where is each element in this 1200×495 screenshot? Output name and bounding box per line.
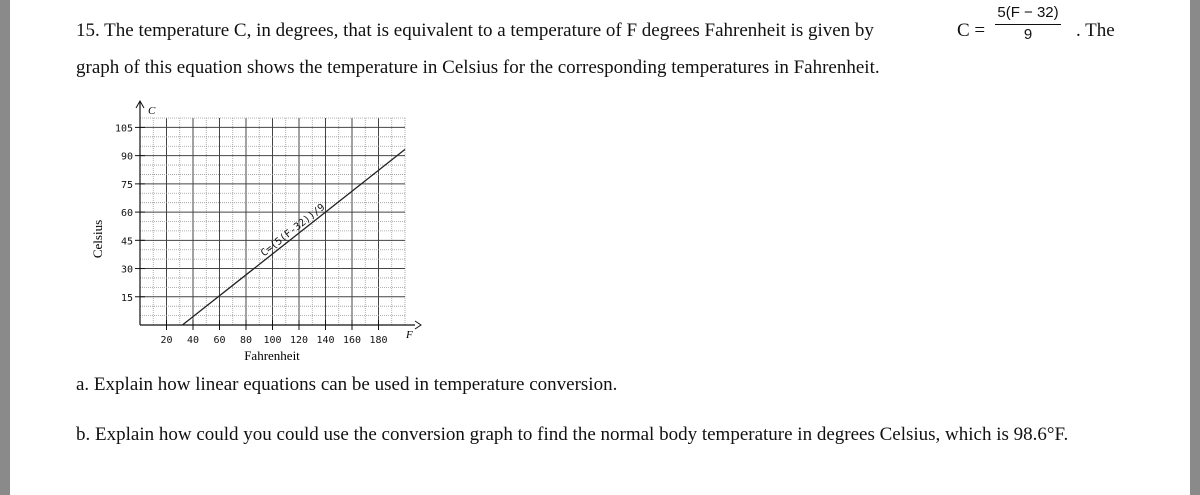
y-tick-label: 15: [120, 292, 133, 304]
y-tick-label: 60: [120, 208, 133, 220]
question-line-1: [76, 19, 874, 43]
y-tick-label: 90: [120, 151, 133, 163]
x-tick-label: 160: [342, 335, 362, 346]
formula-numerator: 5(F − 32): [997, 4, 1059, 21]
y-axis-letter: C: [148, 105, 156, 117]
x-axis-label: Fahrenheit: [244, 348, 300, 363]
x-tick-label: 100: [263, 335, 282, 346]
worksheet-page: [10, 0, 1190, 495]
x-tick-label: 180: [369, 335, 388, 346]
formula-denominator: 9: [1023, 26, 1033, 43]
formula-c-equals: C =: [957, 20, 986, 41]
series-line: [182, 149, 405, 325]
x-tick-label: 20: [160, 335, 173, 346]
question-text-suffix: . The: [1076, 20, 1115, 41]
part-a-question: a. Explain how linear equations can be used in temperature conversion.: [76, 374, 618, 395]
x-tick-label: 140: [316, 335, 335, 346]
y-tick-label: 105: [114, 123, 133, 135]
x-axis-arrow: [415, 321, 421, 329]
series-label: C=(5(F-32))/9: [259, 202, 328, 260]
x-axis-letter: F: [406, 329, 413, 341]
chart-grid: [140, 118, 405, 325]
chart-series: [182, 149, 405, 325]
y-tick-label: 45: [120, 236, 133, 248]
formula-fraction: [993, 4, 1063, 48]
y-tick-label: 75: [120, 179, 133, 191]
question-text-prefix: 15. The temperature C, in degrees, that is equivalent to a temperature of F degrees Fahrenheit is given by: [76, 20, 874, 41]
question-line-2: graph of this equation shows the temperature in Celsius for the corresponding temperatures in Fahrenheit.: [76, 57, 880, 78]
conversion-graph: [70, 96, 430, 371]
y-tick-label: 30: [120, 264, 133, 276]
x-tick-label: 80: [239, 335, 253, 346]
x-tick-label: 40: [186, 335, 200, 346]
x-tick-label: 60: [213, 335, 226, 346]
part-b-question: b. Explain how could you could use the conversion graph to find the normal body temperature in degrees Celsius, which is 98.6°F.: [76, 424, 1069, 445]
x-tick-label: 120: [289, 335, 309, 346]
y-axis-label: Celsius: [90, 219, 105, 259]
fraction-bar: [995, 24, 1061, 25]
x-axis-ticks: [160, 320, 387, 346]
